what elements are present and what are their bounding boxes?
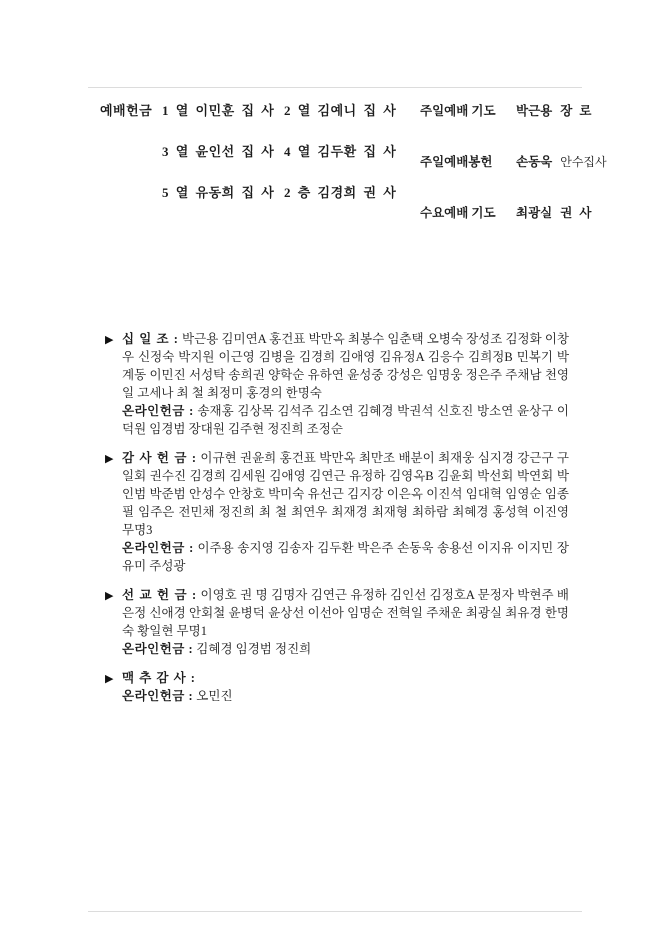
online-offering-label: 온라인헌금 : <box>122 541 194 555</box>
triangle-bullet-icon: ▶ <box>105 452 114 465</box>
collector-row <box>100 100 400 119</box>
section-title: 감 사 헌 금 : <box>122 451 198 465</box>
section-title: 선 교 헌 금 : <box>122 588 198 602</box>
online-offering-label: 온라인헌금 : <box>122 689 194 703</box>
donor-names: 이영호 권 명 김명자 김연근 유정하 김인선 김정호A 문정자 박현주 배은정 신애경 안회철 윤병덕 윤상선 이선아 임명순 전혁일 주채운 최광실 최유경 한명숙 황일현 무명1 <box>122 588 569 638</box>
collector-seat-2: 2 열 김예니 집 사 <box>284 103 397 118</box>
duty-label: 수요예배 기도 <box>420 206 496 220</box>
section-mission <box>105 586 569 658</box>
offering-label: 예배헌금 <box>100 103 153 118</box>
duty-label: 주일예배 기도 <box>420 104 496 118</box>
duty-title: 권 사 <box>560 206 594 220</box>
offering-sections <box>105 330 569 716</box>
triangle-bullet-icon: ▶ <box>105 589 114 602</box>
duty-name: 손동욱 <box>516 155 553 169</box>
offering-collector-schedule <box>100 100 400 223</box>
duty-name: 박근용 <box>516 104 553 118</box>
collector-seat-1: 1 열 이민훈 집 사 <box>162 103 275 118</box>
duty-title: 안수집사 <box>560 155 607 169</box>
section-title: 맥 추 감 사 : <box>122 671 196 685</box>
duty-label: 주일예배봉헌 <box>420 155 493 169</box>
online-donor-names: 김혜경 임경범 정진희 <box>196 642 312 656</box>
donor-names: 박근용 김미연A 홍건표 박만옥 최봉수 임춘택 오병숙 장성조 김정화 이창우 신정숙 박지원 이근영 김병을 김경희 김애영 김유정A 김응수 김희정B 민복기 박계동 이민진 서성탁 송희권 양학순 유하연 윤성중 강성은 임명웅 정은주 주채남 천영일 고세나 최 철 최정미 홍경의 한명숙 <box>122 332 570 400</box>
top-divider <box>88 87 582 88</box>
section-thanksgiving <box>105 449 569 575</box>
collector-row <box>100 141 400 160</box>
triangle-bullet-icon: ▶ <box>105 672 114 685</box>
bottom-divider <box>88 911 582 912</box>
collector-row <box>100 182 400 201</box>
online-offering-label: 온라인헌금 : <box>122 404 194 418</box>
online-donor-names: 오민진 <box>196 689 233 703</box>
service-duty-list <box>420 101 650 254</box>
section-harvest-thanks <box>105 669 569 705</box>
collector-seat-4: 4 열 김두환 집 사 <box>284 144 397 159</box>
duty-title: 장 로 <box>560 104 594 118</box>
duty-row-wednesday-prayer <box>420 203 650 221</box>
collector-seat-3: 3 열 윤인선 집 사 <box>162 144 275 159</box>
online-donor-names: 이주용 송지영 김송자 김두환 박은주 손동욱 송용선 이지유 이지민 장유미 주성광 <box>122 541 570 573</box>
collector-seat-5: 5 열 유동희 집 사 <box>162 185 275 200</box>
donor-names: 이규현 권윤희 홍건표 박만옥 최만조 배분이 최재웅 심지경 강근구 구일회 권수진 김경희 김세원 김애영 김연근 유정하 김영옥B 김윤회 박선회 박연회 박인범 박준범 안성수 안창호 박미숙 유선근 김지강 이은옥 이진석 임대혁 임영순 임종필 임주은 전민채 정진희 최 철 최연우 최재경 최재형 최하람 최혜경 홍성혁 이진영 무명3 <box>122 451 569 537</box>
duty-row-sunday-prayer <box>420 101 650 119</box>
online-donor-names: 송재홍 김상목 김석주 김소연 김혜경 박권석 신호진 방소연 윤상구 이덕원 임경범 장대원 김주현 정진희 조정순 <box>122 404 570 436</box>
online-offering-label: 온라인헌금 : <box>122 642 194 656</box>
collector-floor-2: 2 층 김경희 권 사 <box>284 185 397 200</box>
duty-name: 최광실 <box>516 206 553 220</box>
triangle-bullet-icon: ▶ <box>105 333 114 346</box>
section-title: 십 일 조 : <box>122 332 179 346</box>
section-tithe <box>105 330 569 438</box>
duty-row-sunday-offering <box>420 152 650 170</box>
